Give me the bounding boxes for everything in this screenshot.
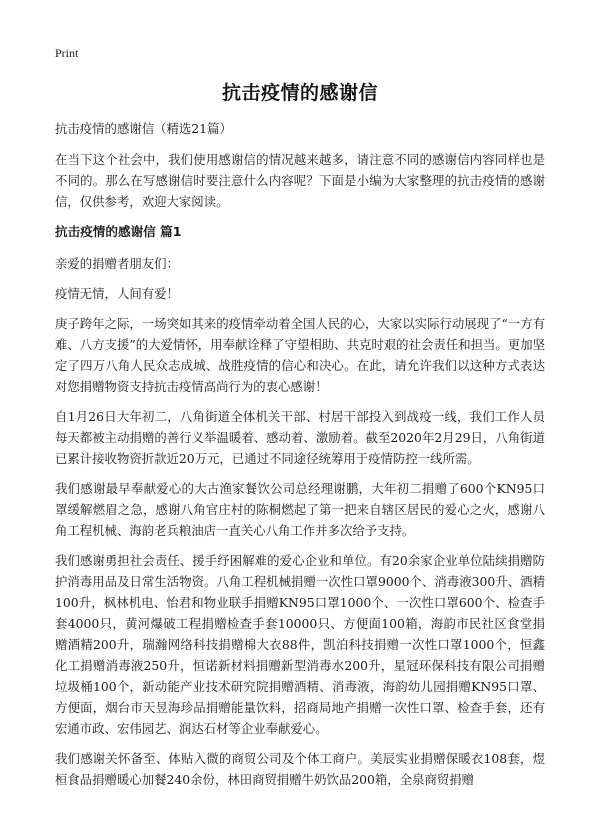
body-paragraph-4: 我们感谢最早奉献爱心的大古渔家餐饮公司总经理谢鹏，大年初二捐赠了600个KN95口罩缓解燃眉之急，感谢八角官庄村的陈桐燃起了第一把来自辖区居民的爱心之火，感谢八角工程机械、海韵老兵粮油店一直关心八角工作并多次给予支持。 xyxy=(55,481,545,538)
body-paragraph-3: 自1月26日大年初二，八角街道全体机关干部、村居干部投入到战疫一线，我们工作人员每天都被主动捐赠的善行义举温暖着、感动着、激励着。截至2020年2月29日，八角街道已累计接收物资折款近20万元，已通过不同途径统筹用于疫情防控一线所需。 xyxy=(55,409,545,466)
intro-paragraph: 在当下这个社会中，我们使用感谢信的情况越来越多，请注意不同的感谢信内容同样也是不同的。那么在写感谢信时要注意什么内容呢？下面是小编为大家整理的抗击疫情的感谢信，仅供参考，欢迎大家阅读。 xyxy=(55,152,545,209)
body-paragraph-1: 疫情无情，人间有爱！ xyxy=(55,286,179,301)
print-link[interactable]: Print xyxy=(55,46,79,60)
body-paragraph-5: 我们感谢勇担社会责任、援手纾困解难的爱心企业和单位。有20余家企业单位陆续捐赠防护消毒用品及日常生活物资。八角工程机械捐赠一次性口罩9000个、消毒液300升、酒精100升，枫林机电、怡君和物业联手捐赠KN95口罩1000个、一次性口罩600个、检查手套4000只，黄河爆破工程捐赠检查手套10000只、方便面100箱，海韵市民社区食堂捐赠酒精200升，瑞瀚网络科技捐赠棉大衣88件，凯泊科技捐赠一次性口罩1000个，恒鑫化工捐赠消毒液250升，恒诺新材料捐赠新型消毒水200升，星冠环保科技有限公司捐赠垃圾桶100个，新动能产业技术研究院捐赠酒精、消毒液，海韵幼儿园捐赠KN95口罩、方便面，烟台市天昱海珍品捐赠能量饮料，招商局地产捐赠一次性口罩、检查手套，还有宏通市政、宏伟园艺、润达石材等企业奉献爱心。 xyxy=(55,553,545,736)
page-title: 抗击疫情的感谢信 xyxy=(221,82,378,104)
body-paragraph-2: 庚子跨年之际，一场突如其来的疫情牵动着全国人民的心，大家以实际行动展现了“一方有难、八方支援”的大爱情怀，用奉献诠释了守望相助、共克时艰的社会责任和担当。更加坚定了四万八角人民众志成城、战胜疫情的信心和决心。在此，请允许我们以这种方式表达对您捐赠物资支持抗击疫情高尚行为的衷心感谢！ xyxy=(55,316,545,394)
document-subtitle: 抗击疫情的感谢信（精选21篇） xyxy=(55,121,232,136)
section-heading: 抗击疫情的感谢信 篇1 xyxy=(55,224,182,239)
salutation-paragraph: 亲爱的捐赠者朋友们： xyxy=(55,256,179,271)
body-paragraph-6: 我们感谢关怀备至、体贴入微的商贸公司及个体工商户。美辰实业捐赠保暖衣108套，煜桓食品捐赠暖心加餐240余份，林田商贸捐赠牛奶饮品200箱，全泉商贸捐赠 xyxy=(55,751,545,787)
document-body xyxy=(55,118,545,799)
